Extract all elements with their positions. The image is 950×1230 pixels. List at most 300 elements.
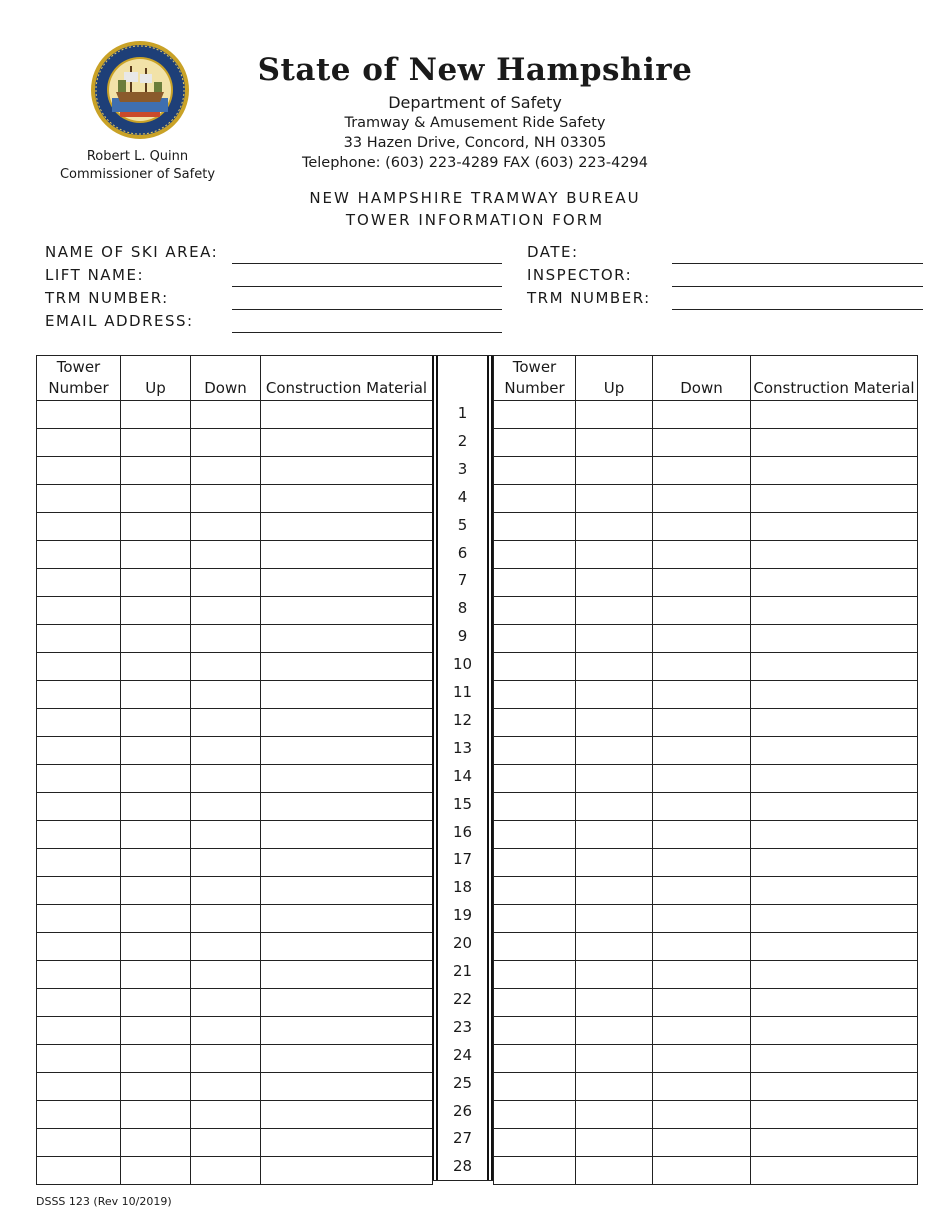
table-row: [494, 653, 918, 681]
up-input[interactable]: [121, 485, 190, 512]
down-input[interactable]: [191, 1157, 260, 1184]
down-input[interactable]: [191, 485, 260, 512]
cell-down: [191, 457, 261, 485]
cell-up: [576, 1045, 653, 1073]
up-input[interactable]: [121, 933, 190, 960]
down-input[interactable]: [191, 877, 260, 904]
down-input[interactable]: [653, 485, 750, 512]
down-input[interactable]: [191, 681, 260, 708]
down-input[interactable]: [191, 905, 260, 932]
construction-material-input[interactable]: [751, 989, 917, 1016]
tower-number-input[interactable]: [494, 793, 575, 820]
cell-up: [121, 765, 191, 793]
tower-number-input[interactable]: [494, 401, 575, 428]
cell-construction-material: [261, 709, 433, 737]
row-number: 17: [452, 850, 473, 869]
construction-material-input[interactable]: [261, 1157, 432, 1184]
cell-up: [121, 1073, 191, 1101]
up-input[interactable]: [576, 457, 652, 484]
down-input[interactable]: [191, 1017, 260, 1044]
tower-number-input[interactable]: [494, 541, 575, 568]
construction-material-input[interactable]: [751, 709, 917, 736]
cell-up: [576, 625, 653, 653]
up-input[interactable]: [121, 821, 190, 848]
tower-number-input[interactable]: [494, 653, 575, 680]
tower-number-input[interactable]: [494, 457, 575, 484]
cell-construction-material: [751, 765, 918, 793]
cell-construction-material: [261, 485, 433, 513]
construction-material-input[interactable]: [261, 737, 432, 764]
construction-material-input[interactable]: [261, 625, 432, 652]
down-input[interactable]: [191, 1045, 260, 1072]
up-input[interactable]: [121, 709, 190, 736]
inspector-input[interactable]: [672, 266, 923, 287]
down-input[interactable]: [653, 989, 750, 1016]
down-input[interactable]: [191, 765, 260, 792]
cell-tower-number: [494, 821, 576, 849]
construction-material-input[interactable]: [751, 569, 917, 596]
cell-tower-number: [494, 1157, 576, 1185]
construction-material-input[interactable]: [261, 1045, 432, 1072]
up-input[interactable]: [576, 793, 652, 820]
tower-number-input[interactable]: [37, 653, 120, 680]
down-input[interactable]: [653, 1101, 750, 1128]
cell-construction-material: [751, 569, 918, 597]
up-input[interactable]: [576, 765, 652, 792]
tower-number-input[interactable]: [37, 737, 120, 764]
construction-material-input[interactable]: [751, 513, 917, 540]
cell-down: [653, 933, 751, 961]
tower-number-input[interactable]: [37, 905, 120, 932]
construction-material-input[interactable]: [751, 457, 917, 484]
tower-number-input[interactable]: [494, 513, 575, 540]
up-input[interactable]: [576, 849, 652, 876]
cell-construction-material: [261, 653, 433, 681]
up-input[interactable]: [576, 569, 652, 596]
cell-down: [653, 625, 751, 653]
tower-number-input[interactable]: [37, 709, 120, 736]
down-input[interactable]: [653, 933, 750, 960]
construction-material-input[interactable]: [261, 905, 432, 932]
construction-material-input[interactable]: [261, 849, 432, 876]
tower-number-input[interactable]: [494, 961, 575, 988]
construction-material-input[interactable]: [751, 849, 917, 876]
construction-material-input[interactable]: [751, 429, 917, 456]
up-input[interactable]: [576, 905, 652, 932]
table-row: [494, 1101, 918, 1129]
up-input[interactable]: [576, 1129, 652, 1156]
tower-number-input[interactable]: [494, 597, 575, 624]
tower-number-input[interactable]: [494, 989, 575, 1016]
up-input[interactable]: [121, 737, 190, 764]
down-input[interactable]: [653, 905, 750, 932]
down-input[interactable]: [191, 401, 260, 428]
tower-number-input[interactable]: [37, 513, 120, 540]
up-input[interactable]: [121, 457, 190, 484]
construction-material-input[interactable]: [751, 1045, 917, 1072]
tower-number-input[interactable]: [494, 1129, 575, 1156]
tower-number-input[interactable]: [494, 709, 575, 736]
down-input[interactable]: [653, 457, 750, 484]
down-input[interactable]: [191, 989, 260, 1016]
down-input[interactable]: [191, 1101, 260, 1128]
construction-material-input[interactable]: [261, 597, 432, 624]
cell-up: [121, 961, 191, 989]
down-input[interactable]: [191, 961, 260, 988]
construction-material-input[interactable]: [261, 485, 432, 512]
down-input[interactable]: [191, 513, 260, 540]
down-input[interactable]: [191, 849, 260, 876]
cell-up: [121, 597, 191, 625]
lift-name-input[interactable]: [232, 266, 502, 287]
down-input[interactable]: [653, 1157, 750, 1184]
tower-number-input[interactable]: [494, 877, 575, 904]
cell-down: [653, 1129, 751, 1157]
tower-number-input[interactable]: [494, 765, 575, 792]
up-input[interactable]: [576, 1157, 652, 1184]
tower-number-input[interactable]: [37, 1017, 120, 1044]
email-field-row: [45, 312, 500, 334]
table-row: [494, 597, 918, 625]
construction-material-input[interactable]: [751, 1129, 917, 1156]
down-input[interactable]: [653, 1129, 750, 1156]
up-input[interactable]: [121, 625, 190, 652]
tower-number-input[interactable]: [494, 1101, 575, 1128]
tower-number-input[interactable]: [37, 877, 120, 904]
up-input[interactable]: [121, 429, 190, 456]
down-input[interactable]: [191, 597, 260, 624]
up-input[interactable]: [121, 1017, 190, 1044]
down-input[interactable]: [653, 765, 750, 792]
table-row: [37, 1017, 433, 1045]
construction-material-input[interactable]: [261, 457, 432, 484]
up-input[interactable]: [576, 541, 652, 568]
construction-material-input[interactable]: [751, 597, 917, 624]
down-input[interactable]: [653, 569, 750, 596]
email-input[interactable]: [232, 312, 502, 333]
tower-number-input[interactable]: [494, 429, 575, 456]
up-input[interactable]: [121, 653, 190, 680]
down-input[interactable]: [653, 401, 750, 428]
up-input[interactable]: [121, 849, 190, 876]
down-input[interactable]: [653, 737, 750, 764]
tower-number-input[interactable]: [37, 401, 120, 428]
construction-material-input[interactable]: [751, 1073, 917, 1100]
construction-material-input[interactable]: [261, 513, 432, 540]
tower-number-input[interactable]: [37, 429, 120, 456]
up-input[interactable]: [121, 597, 190, 624]
tower-number-input[interactable]: [37, 849, 120, 876]
tower-number-input[interactable]: [37, 821, 120, 848]
down-input[interactable]: [191, 569, 260, 596]
construction-material-input[interactable]: [261, 681, 432, 708]
up-input[interactable]: [576, 597, 652, 624]
up-input[interactable]: [576, 625, 652, 652]
col-up: Up: [121, 356, 191, 401]
tower-number-input[interactable]: [37, 961, 120, 988]
tower-number-input[interactable]: [37, 765, 120, 792]
down-input[interactable]: [191, 793, 260, 820]
department-header: [250, 93, 700, 173]
construction-material-input[interactable]: [751, 933, 917, 960]
up-input[interactable]: [576, 485, 652, 512]
tower-number-input[interactable]: [494, 681, 575, 708]
row-number: 15: [452, 794, 473, 813]
down-input[interactable]: [653, 541, 750, 568]
cell-down: [191, 905, 261, 933]
cell-tower-number: [37, 485, 121, 513]
cell-down: [191, 1157, 261, 1185]
up-input[interactable]: [576, 681, 652, 708]
down-input[interactable]: [191, 429, 260, 456]
up-input[interactable]: [121, 681, 190, 708]
up-input[interactable]: [121, 1073, 190, 1100]
tower-number-input[interactable]: [37, 1157, 120, 1184]
up-input[interactable]: [576, 821, 652, 848]
row-number: 13: [452, 738, 473, 757]
construction-material-input[interactable]: [751, 401, 917, 428]
construction-material-input[interactable]: [751, 485, 917, 512]
up-input[interactable]: [121, 401, 190, 428]
down-input[interactable]: [653, 877, 750, 904]
table-row: [494, 1129, 918, 1157]
down-input[interactable]: [191, 933, 260, 960]
tower-number-input[interactable]: [494, 1017, 575, 1044]
up-input[interactable]: [121, 1101, 190, 1128]
up-input[interactable]: [121, 1157, 190, 1184]
down-input[interactable]: [191, 457, 260, 484]
down-input[interactable]: [653, 1073, 750, 1100]
down-input[interactable]: [653, 625, 750, 652]
construction-material-input[interactable]: [261, 1101, 432, 1128]
tower-number-input[interactable]: [494, 933, 575, 960]
up-input[interactable]: [121, 961, 190, 988]
up-input[interactable]: [121, 1045, 190, 1072]
tower-number-input[interactable]: [37, 569, 120, 596]
construction-material-input[interactable]: [751, 961, 917, 988]
tower-number-input[interactable]: [494, 905, 575, 932]
up-input[interactable]: [121, 905, 190, 932]
down-input[interactable]: [653, 597, 750, 624]
down-input[interactable]: [653, 709, 750, 736]
table-row: [494, 1157, 918, 1185]
up-input[interactable]: [576, 653, 652, 680]
down-input[interactable]: [653, 961, 750, 988]
cell-tower-number: [37, 1017, 121, 1045]
cell-down: [653, 1101, 751, 1129]
construction-material-input[interactable]: [751, 1157, 917, 1184]
construction-material-input[interactable]: [751, 1101, 917, 1128]
up-input[interactable]: [121, 1129, 190, 1156]
cell-construction-material: [751, 821, 918, 849]
construction-material-input[interactable]: [261, 1017, 432, 1044]
cell-down: [653, 793, 751, 821]
construction-material-input[interactable]: [751, 793, 917, 820]
table-row: [494, 569, 918, 597]
tower-number-input[interactable]: [37, 541, 120, 568]
down-input[interactable]: [653, 793, 750, 820]
tower-table-right: [493, 355, 918, 1185]
up-input[interactable]: [576, 933, 652, 960]
tower-number-input[interactable]: [37, 1129, 120, 1156]
cell-tower-number: [37, 625, 121, 653]
construction-material-input[interactable]: [261, 429, 432, 456]
tower-number-input[interactable]: [37, 457, 120, 484]
down-input[interactable]: [191, 709, 260, 736]
construction-material-input[interactable]: [261, 877, 432, 904]
table-row: [494, 625, 918, 653]
down-input[interactable]: [653, 1045, 750, 1072]
up-input[interactable]: [121, 989, 190, 1016]
cell-up: [576, 933, 653, 961]
cell-construction-material: [261, 1045, 433, 1073]
down-input[interactable]: [191, 1073, 260, 1100]
col-down: Down: [191, 356, 261, 401]
construction-material-input[interactable]: [261, 933, 432, 960]
up-input[interactable]: [121, 513, 190, 540]
trm-number-right-input[interactable]: [672, 289, 923, 310]
up-input[interactable]: [576, 429, 652, 456]
tower-number-input[interactable]: [494, 1073, 575, 1100]
construction-material-input[interactable]: [261, 653, 432, 680]
construction-material-input[interactable]: [261, 569, 432, 596]
construction-material-input[interactable]: [261, 989, 432, 1016]
table-row: [37, 513, 433, 541]
down-input[interactable]: [191, 541, 260, 568]
tower-number-input[interactable]: [494, 849, 575, 876]
table-row: [37, 709, 433, 737]
down-input[interactable]: [653, 429, 750, 456]
tower-number-input[interactable]: [494, 485, 575, 512]
construction-material-input[interactable]: [751, 625, 917, 652]
cell-down: [653, 765, 751, 793]
cell-up: [576, 961, 653, 989]
tower-number-input[interactable]: [37, 1073, 120, 1100]
construction-material-input[interactable]: [261, 541, 432, 568]
construction-material-input[interactable]: [261, 793, 432, 820]
tower-number-input[interactable]: [494, 625, 575, 652]
tower-number-input[interactable]: [37, 597, 120, 624]
tower-number-input[interactable]: [494, 821, 575, 848]
up-input[interactable]: [576, 737, 652, 764]
up-input[interactable]: [576, 1017, 652, 1044]
cell-down: [653, 1157, 751, 1185]
cell-tower-number: [37, 1045, 121, 1073]
up-input[interactable]: [121, 569, 190, 596]
up-input[interactable]: [576, 401, 652, 428]
cell-up: [121, 933, 191, 961]
up-input[interactable]: [576, 1073, 652, 1100]
cell-tower-number: [494, 625, 576, 653]
table-row: [494, 1073, 918, 1101]
cell-down: [653, 429, 751, 457]
table-row: [37, 989, 433, 1017]
up-input[interactable]: [576, 513, 652, 540]
cell-construction-material: [261, 849, 433, 877]
down-input[interactable]: [653, 821, 750, 848]
date-input[interactable]: [672, 243, 923, 264]
construction-material-input[interactable]: [261, 765, 432, 792]
construction-material-input[interactable]: [751, 765, 917, 792]
cell-construction-material: [261, 541, 433, 569]
down-input[interactable]: [191, 653, 260, 680]
ski-area-input[interactable]: [232, 243, 502, 264]
construction-material-input[interactable]: [261, 821, 432, 848]
down-input[interactable]: [653, 1017, 750, 1044]
tower-number-input[interactable]: [37, 1101, 120, 1128]
down-input[interactable]: [653, 513, 750, 540]
down-input[interactable]: [191, 737, 260, 764]
construction-material-input[interactable]: [261, 1073, 432, 1100]
up-input[interactable]: [121, 793, 190, 820]
cell-tower-number: [494, 429, 576, 457]
up-input[interactable]: [121, 765, 190, 792]
down-input[interactable]: [653, 681, 750, 708]
row-number: 28: [452, 1157, 473, 1176]
up-input[interactable]: [576, 1045, 652, 1072]
table-row: [37, 933, 433, 961]
construction-material-input[interactable]: [751, 877, 917, 904]
tower-number-input[interactable]: [494, 1045, 575, 1072]
construction-material-input[interactable]: [261, 1129, 432, 1156]
cell-tower-number: [37, 653, 121, 681]
commissioner-name: Robert L. Quinn: [86, 149, 189, 164]
cell-down: [653, 541, 751, 569]
table-row: [494, 1045, 918, 1073]
up-input[interactable]: [121, 877, 190, 904]
tower-number-input[interactable]: [37, 933, 120, 960]
up-input[interactable]: [576, 989, 652, 1016]
up-input[interactable]: [121, 541, 190, 568]
tower-number-input[interactable]: [37, 793, 120, 820]
tower-number-input[interactable]: [37, 989, 120, 1016]
construction-material-input[interactable]: [751, 1017, 917, 1044]
tower-number-input[interactable]: [494, 569, 575, 596]
cell-down: [191, 1101, 261, 1129]
construction-material-input[interactable]: [261, 961, 432, 988]
construction-material-input[interactable]: [751, 737, 917, 764]
up-input[interactable]: [576, 1101, 652, 1128]
cell-construction-material: [751, 625, 918, 653]
up-input[interactable]: [576, 709, 652, 736]
tower-number-input[interactable]: [37, 485, 120, 512]
down-input[interactable]: [191, 625, 260, 652]
tower-number-input[interactable]: [37, 1045, 120, 1072]
down-input[interactable]: [191, 821, 260, 848]
down-input[interactable]: [191, 1129, 260, 1156]
cell-down: [191, 1017, 261, 1045]
construction-material-input[interactable]: [261, 401, 432, 428]
up-input[interactable]: [576, 877, 652, 904]
construction-material-input[interactable]: [751, 905, 917, 932]
construction-material-input[interactable]: [751, 821, 917, 848]
row-number: 23: [452, 1017, 473, 1036]
construction-material-input[interactable]: [751, 653, 917, 680]
cell-tower-number: [37, 541, 121, 569]
tower-number-input[interactable]: [37, 625, 120, 652]
cell-down: [191, 933, 261, 961]
up-input[interactable]: [576, 961, 652, 988]
construction-material-input[interactable]: [261, 709, 432, 736]
down-input[interactable]: [653, 653, 750, 680]
tower-number-input[interactable]: [37, 681, 120, 708]
construction-material-input[interactable]: [751, 681, 917, 708]
tower-number-input[interactable]: [494, 1157, 575, 1184]
tower-number-input[interactable]: [494, 737, 575, 764]
construction-material-input[interactable]: [751, 541, 917, 568]
trm-number-input[interactable]: [232, 289, 502, 310]
down-input[interactable]: [653, 849, 750, 876]
